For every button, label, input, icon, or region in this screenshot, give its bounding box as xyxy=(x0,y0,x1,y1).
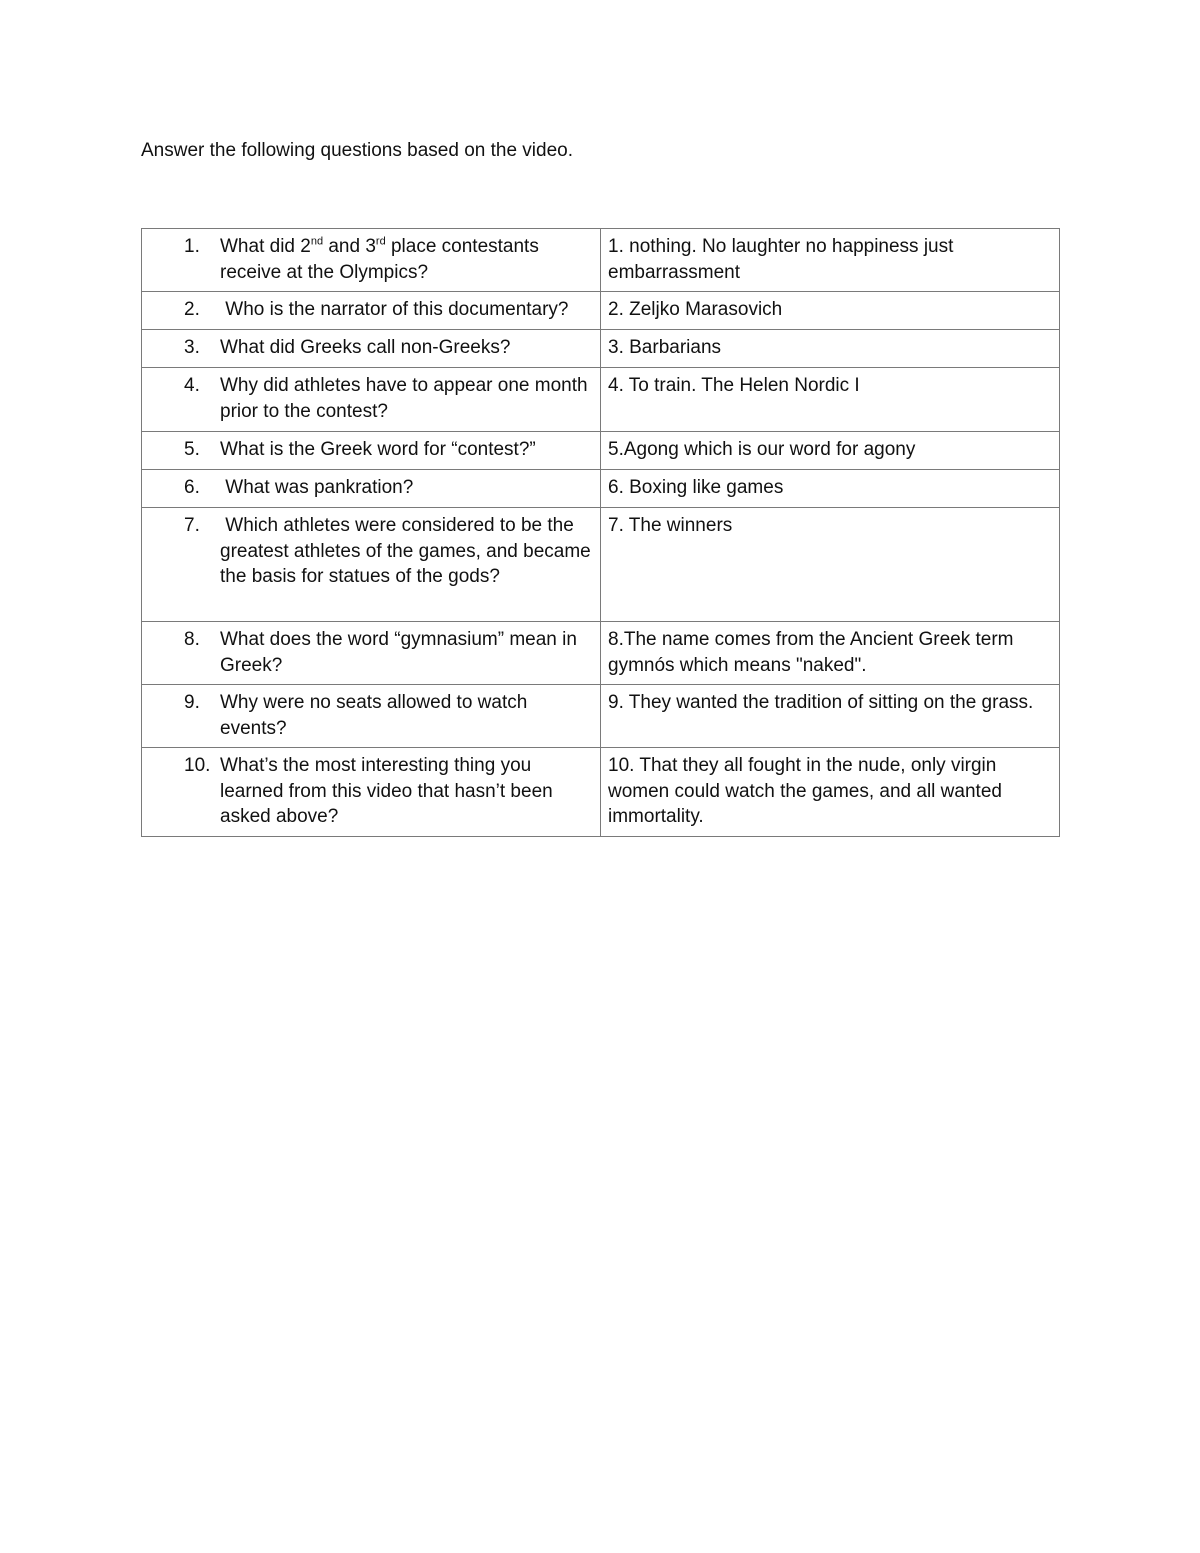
question-number: 4. xyxy=(184,375,200,396)
question-cell xyxy=(142,748,601,837)
answer-cell xyxy=(601,330,1060,368)
question-text: What does the word “gymnasium” mean in Greek? xyxy=(220,629,577,676)
question-cell xyxy=(142,330,601,368)
question-text: What is the Greek word for “contest?” xyxy=(220,439,536,460)
question-number: 2. xyxy=(184,299,200,320)
table-row xyxy=(142,748,1060,837)
table-row xyxy=(142,368,1060,432)
question-text: What did Greeks call non-Greeks? xyxy=(220,337,511,358)
answer-text: 5.Agong which is our word for agony xyxy=(608,439,916,460)
table-row xyxy=(142,685,1060,748)
table-row xyxy=(142,292,1060,330)
answer-cell xyxy=(601,685,1060,748)
question-cell xyxy=(142,685,601,748)
answer-cell xyxy=(601,229,1060,292)
table-row xyxy=(142,470,1060,508)
question-number: 10. xyxy=(184,755,211,776)
question-cell xyxy=(142,292,601,330)
answer-cell xyxy=(601,292,1060,330)
question-cell xyxy=(142,470,601,508)
question-number: 6. xyxy=(184,477,200,498)
question-text: What was pankration? xyxy=(220,477,414,498)
question-text: Why were no seats allowed to watch events? xyxy=(220,692,528,739)
question-text: What’s the most interesting thing you learned from this video that hasn’t been asked above? xyxy=(220,755,553,827)
answer-text: 6. Boxing like games xyxy=(608,477,784,498)
question-number: 1. xyxy=(184,236,200,257)
question-number: 5. xyxy=(184,439,200,460)
question-number: 9. xyxy=(184,692,200,713)
answer-text: 2. Zeljko Marasovich xyxy=(608,299,783,320)
instructions-text: Answer the following questions based on the video. xyxy=(141,140,573,161)
answer-text: 9. They wanted the tradition of sitting on the grass. xyxy=(608,692,1034,713)
question-cell xyxy=(142,432,601,470)
table-row xyxy=(142,622,1060,685)
question-cell xyxy=(142,229,601,292)
answer-text: 1. nothing. No laughter no happiness just embarrassment xyxy=(608,236,954,283)
answer-cell xyxy=(601,432,1060,470)
question-number: 3. xyxy=(184,337,200,358)
answer-text: 8.The name comes from the Ancient Greek term gymnós which means "naked". xyxy=(608,629,1014,676)
question-text: Why did athletes have to appear one month prior to the contest? xyxy=(220,375,588,422)
answer-cell xyxy=(601,470,1060,508)
question-cell xyxy=(142,508,601,622)
table-row xyxy=(142,229,1060,292)
question-answer-table xyxy=(141,228,1060,837)
question-text: Which athletes were considered to be the greatest athletes of the games, and became the basis for statues of the gods? xyxy=(220,515,597,587)
question-number: 7. xyxy=(184,515,200,536)
answer-text: 7. The winners xyxy=(608,515,733,536)
question-number: 8. xyxy=(184,629,200,650)
answer-cell xyxy=(601,368,1060,432)
table-row xyxy=(142,330,1060,368)
question-cell xyxy=(142,368,601,432)
table-row xyxy=(142,508,1060,622)
question-cell xyxy=(142,622,601,685)
answer-text: 3. Barbarians xyxy=(608,337,722,358)
question-text: Who is the narrator of this documentary? xyxy=(220,299,569,320)
question-text: What did 2nd and 3rd place contestants receive at the Olympics? xyxy=(220,235,539,283)
answer-cell xyxy=(601,508,1060,622)
table-row xyxy=(142,432,1060,470)
answer-text: 10. That they all fought in the nude, only virgin women could watch the games, and all wanted immortality. xyxy=(608,755,1002,827)
answer-cell xyxy=(601,748,1060,837)
answer-cell xyxy=(601,622,1060,685)
answer-text: 4. To train. The Helen Nordic I xyxy=(608,375,860,396)
